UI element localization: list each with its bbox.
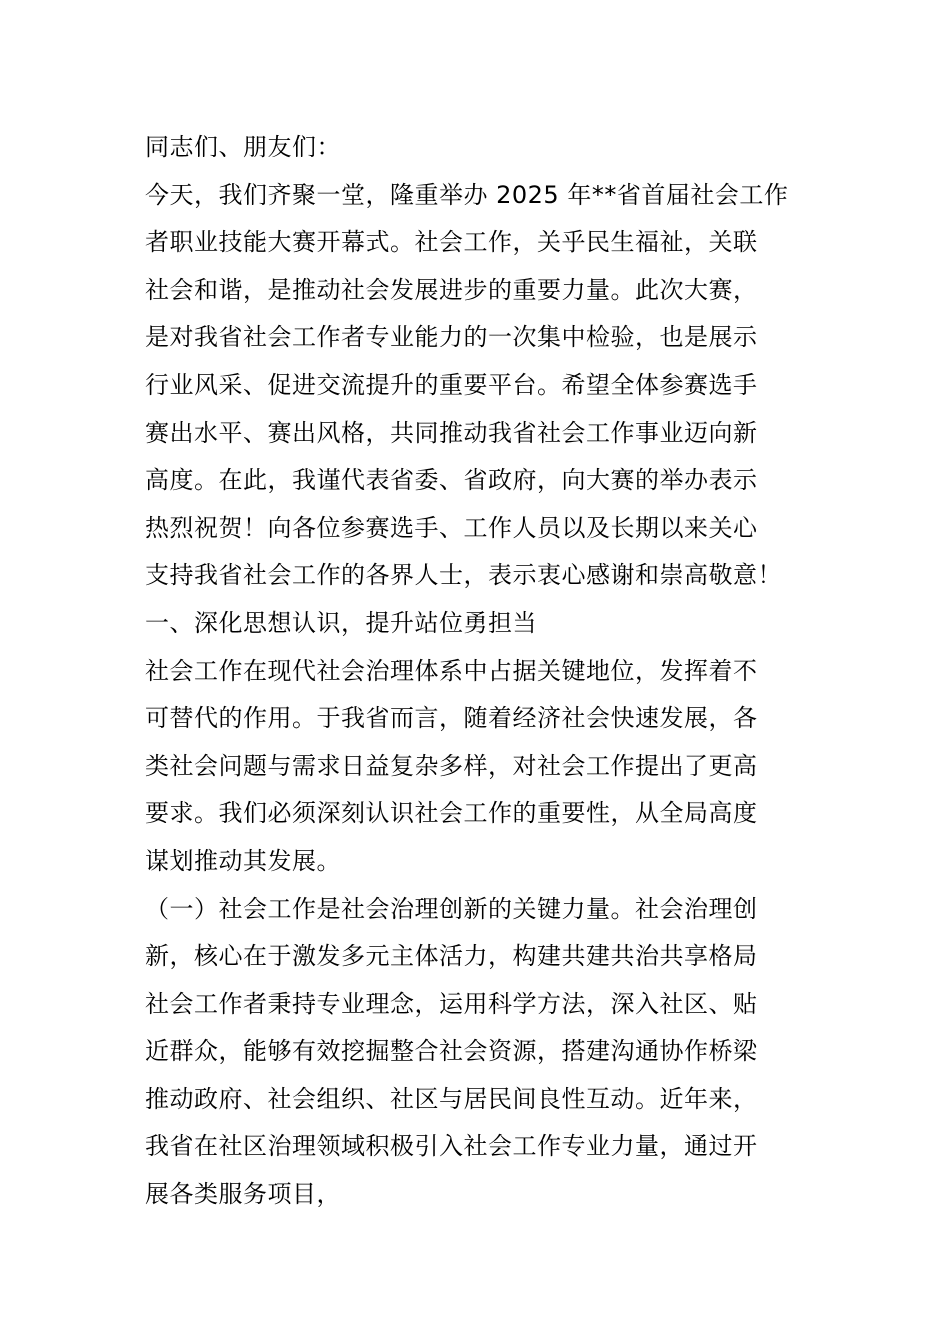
paragraph-line: 要求。我们必须深刻认识社会工作的重要性，从全局高度 bbox=[145, 799, 758, 828]
paragraph-line: 高度。在此，我谨代表省委、省政府，向大赛的举办表示 bbox=[145, 466, 758, 495]
paragraph-line: 新，核心在于激发多元主体活力，构建共建共治共享格局 bbox=[145, 942, 758, 971]
paragraph-line: 可替代的作用。于我省而言，随着经济社会快速发展，各 bbox=[145, 704, 758, 733]
paragraph-line: 社会工作在现代社会治理体系中占据关键地位，发挥着不 bbox=[145, 656, 758, 685]
paragraph-line: 社会和谐，是推动社会发展进步的重要力量。此次大赛， bbox=[145, 275, 758, 304]
paragraph-line: 赛出水平、赛出风格，共同推动我省社会工作事业迈向新 bbox=[145, 418, 758, 447]
paragraph-line: 者职业技能大赛开幕式。社会工作，关乎民生福祉，关联 bbox=[145, 228, 758, 257]
subsection-line: （一）社会工作是社会治理创新的关键力量。社会治理创 bbox=[145, 894, 758, 923]
paragraph-line: 近群众，能够有效挖掘整合社会资源，搭建沟通协作桥梁 bbox=[145, 1037, 758, 1066]
paragraph-line: 今天，我们齐聚一堂，隆重举办 2025 年**省首届社会工作 bbox=[145, 180, 789, 209]
paragraph-line: 谋划推动其发展。 bbox=[145, 846, 341, 875]
paragraph-line: 行业风采、促进交流提升的重要平台。希望全体参赛选手 bbox=[145, 370, 758, 399]
document-body bbox=[145, 124, 815, 1219]
paragraph-line: 热烈祝贺！向各位参赛选手、工作人员以及长期以来关心 bbox=[145, 513, 758, 542]
paragraph-line: 展各类服务项目， bbox=[145, 1180, 341, 1209]
paragraph-line: 支持我省社会工作的各界人士，表示衷心感谢和崇高敬意！ bbox=[145, 561, 782, 590]
paragraph-line: 类社会问题与需求日益复杂多样，对社会工作提出了更高 bbox=[145, 751, 758, 780]
paragraph-line: 我省在社区治理领域积极引入社会工作专业力量，通过开 bbox=[145, 1132, 758, 1161]
paragraph-line: 是对我省社会工作者专业能力的一次集中检验，也是展示 bbox=[145, 323, 758, 352]
salutation: 同志们、朋友们： bbox=[145, 133, 341, 161]
paragraph-line: 推动政府、社会组织、社区与居民间良性互动。近年来， bbox=[145, 1084, 758, 1113]
paragraph-line: 社会工作者秉持专业理念，运用科学方法，深入社区、贴 bbox=[145, 989, 758, 1018]
section-heading: 一、深化思想认识，提升站位勇担当 bbox=[145, 608, 537, 637]
